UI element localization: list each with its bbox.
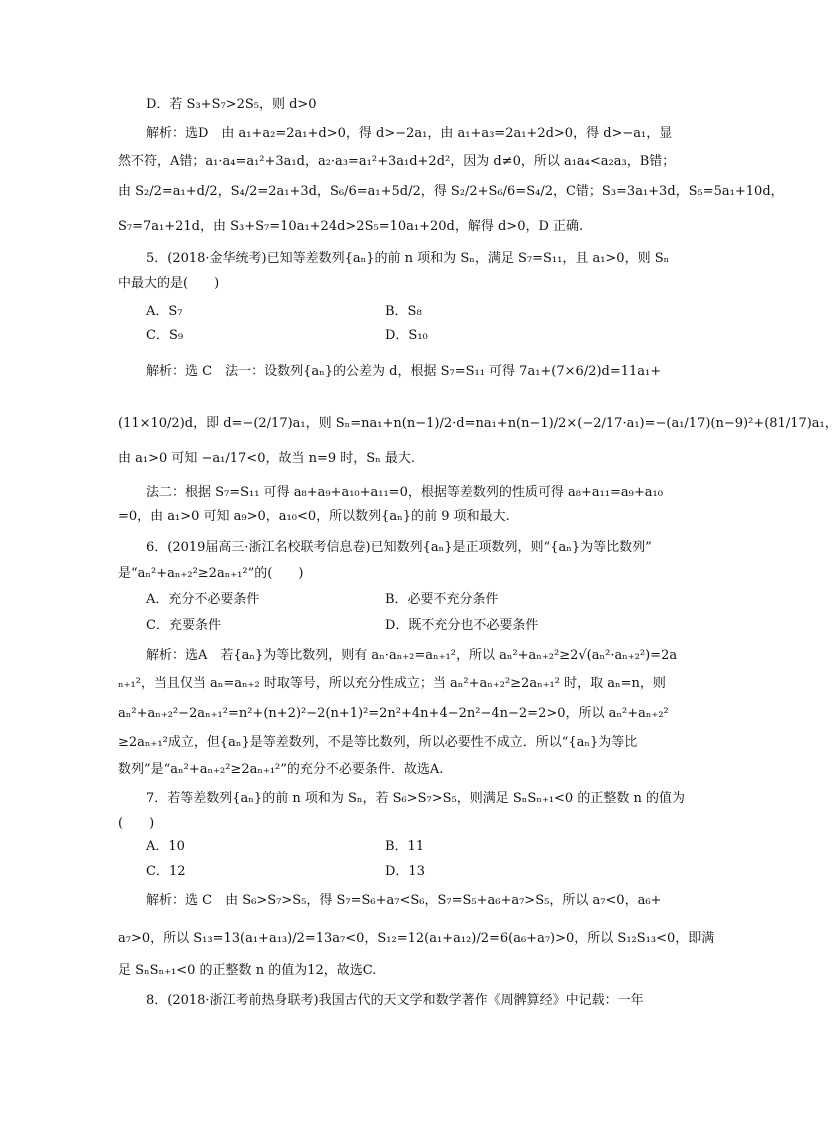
solution-line: 然不符，A错；a₁·a₄=a₁²+3a₁d，a₂·a₃=a₁²+3a₁d+2d²，因为 d≠0，所以 a₁a₄<a₂a₃，B错； [118, 154, 676, 169]
q7-option-b: B．11 [385, 839, 425, 854]
solution-line: ≥2aₙ₊₁²成立，但{aₙ}是等差数列，不是等比数列，所以必要性不成立．所以“{aₙ}为等比 [118, 735, 638, 750]
option-d-prev: D．若 S₃+S₇>2S₅，则 d>0 [146, 97, 317, 112]
solution-line: 解析：选D 由 a₁+a₂=2a₁+d>0，得 d>−2a₁，由 a₁+a₃=2a₁+2d>0，得 d>−a₁，显 [146, 126, 673, 141]
question-6-stem: 6．(2019届高三·浙江名校联考信息卷)已知数列{aₙ}是正项数列，则“{aₙ}为等比数列” [146, 540, 652, 555]
question-7-stem: 7．若等差数列{aₙ}的前 n 项和为 Sₙ，若 S₆>S₇>S₅，则满足 SₙSₙ₊₁<0 的正整数 n 的值为 [146, 791, 685, 806]
solution-line: 由 a₁>0 可知 −a₁/17<0，故当 n=9 时，Sₙ 最大. [118, 451, 416, 466]
q6-option-c: C．充要条件 [146, 618, 221, 633]
solution-line: 数列”是“aₙ²+aₙ₊₂²≥2aₙ₊₁²”的充分不必要条件．故选A. [118, 762, 444, 777]
q5-option-c: C．S₉ [146, 328, 184, 343]
question-7-stem-cont: ( ) [118, 816, 155, 831]
q5-option-b: B．S₈ [385, 304, 422, 319]
solution-line: 法二：根据 S₇=S₁₁ 可得 a₈+a₉+a₁₀+a₁₁=0，根据等差数列的性质可得 a₈+a₁₁=a₉+a₁₀ [146, 485, 663, 500]
solution-line: 解析：选A 若{aₙ}为等比数列，则有 aₙ·aₙ₊₂=aₙ₊₁²，所以 aₙ²+aₙ₊₂²≥2√(aₙ²·aₙ₊₂²)=2a [146, 648, 678, 663]
solution-line: =0，由 a₁>0 可知 a₉>0，a₁₀<0，所以数列{aₙ}的前 9 项和最大. [118, 509, 510, 524]
solution-line: 由 S₂/2=a₁+d/2，S₄/2=2a₁+3d，S₆/6=a₁+5d/2，得 S₂/2+S₆/6=S₄/2，C错；S₃=3a₁+3d，S₅=5a₁+10d， [118, 184, 784, 199]
solution-line: ₙ₊₁²，当且仅当 aₙ=aₙ₊₂ 时取等号，所以充分性成立；当 aₙ²+aₙ₊₂²≥2aₙ₊₁² 时，取 aₙ=n，则 [118, 676, 666, 691]
q6-option-d: D．既不充分也不必要条件 [385, 618, 539, 633]
q5-option-d: D．S₁₀ [385, 328, 428, 343]
solution-line: 解析：选 C 由 S₆>S₇>S₅，得 S₇=S₆+a₇<S₆，S₇=S₅+a₆+a₇>S₅，所以 a₇<0，a₆+ [146, 893, 662, 908]
q7-option-a: A．10 [146, 839, 185, 854]
q6-option-b: B．必要不充分条件 [385, 592, 499, 607]
solution-line: a₇>0，所以 S₁₃=13(a₁+a₁₃)/2=13a₇<0，S₁₂=12(a₁+a₁₂)/2=6(a₆+a₇)>0，所以 S₁₂S₁₃<0，即满 [118, 931, 715, 946]
solution-line: 足 SₙSₙ₊₁<0 的正整数 n 的值为12，故选C. [118, 963, 377, 978]
solution-line: 解析：选 C 法一：设数列{aₙ}的公差为 d，根据 S₇=S₁₁ 可得 7a₁+(7×6/2)d=11a₁+ [146, 364, 662, 379]
q5-option-a: A．S₇ [146, 304, 183, 319]
question-5-stem: 5．(2018·金华统考)已知等差数列{aₙ}的前 n 项和为 Sₙ，满足 S₇=S₁₁，且 a₁>0，则 Sₙ [146, 251, 670, 266]
solution-line: S₇=7a₁+21d，由 S₃+S₇=10a₁+24d>2S₅=10a₁+20d，解得 d>0，D 正确. [118, 219, 584, 234]
solution-line: (11×10/2)d，即 d=−(2/17)a₁，则 Sₙ=na₁+n(n−1)/2·d=na₁+n(n−1)/2×(−2/17·a₁)=−(a₁/17)(n−9)²+(81/17)a₁， [118, 416, 838, 431]
q6-option-a: A．充分不必要条件 [146, 592, 260, 607]
question-5-stem-cont: 中最大的是( ) [118, 276, 220, 291]
question-6-stem-cont: 是“aₙ²+aₙ₊₂²≥2aₙ₊₁²”的( ) [118, 566, 304, 581]
question-8-stem: 8．(2018·浙江考前热身联考)我国古代的天文学和数学著作《周髀算经》中记载：一年 [146, 993, 644, 1008]
q7-option-d: D．13 [385, 864, 425, 879]
solution-line: aₙ²+aₙ₊₂²−2aₙ₊₁²=n²+(n+2)²−2(n+1)²=2n²+4n+4−2n²−4n−2=2>0，所以 aₙ²+aₙ₊₂² [118, 706, 669, 721]
q7-option-c: C．12 [146, 864, 186, 879]
